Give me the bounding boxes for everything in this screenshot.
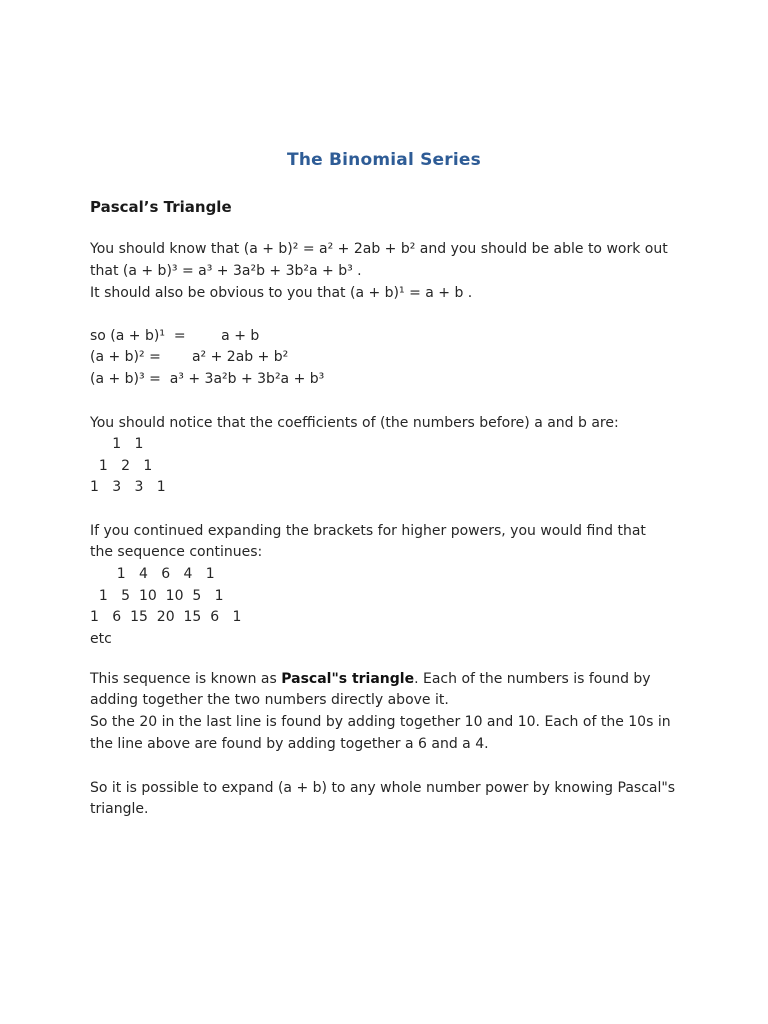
continuation-line-2: the sequence continues:: [90, 544, 263, 560]
triangle-row-2: 1 2 1: [90, 458, 153, 474]
continuation-line-1: If you continued expanding the brackets for higher powers, you would find that: [90, 523, 646, 539]
explanation-line-1-end: . Each of the numbers is found by: [414, 671, 651, 687]
expansion-line-1: so (a + b)¹ = a + b: [90, 328, 260, 344]
explanation-line-1: [90, 669, 651, 689]
triangle-row-5: 1 5 10 10 5 1: [90, 588, 224, 604]
triangle-row-6: 1 6 15 20 15 6 1: [90, 609, 242, 625]
intro-line-1: You should know that (a + b)² = a² + 2ab + b² and you should be able to work out: [90, 241, 668, 257]
explanation-line-3: So the 20 in the last line is found by adding together 10 and 10. Each of the 10s in: [90, 714, 671, 730]
coefficients-intro: You should notice that the coefficients of (the numbers before) a and b are:: [90, 415, 619, 431]
expansion-line-2: (a + b)² = a² + 2ab + b²: [90, 349, 289, 365]
explanation-line-2: adding together the two numbers directly above it.: [90, 692, 449, 708]
explanation-line-1-start: This sequence is known as: [90, 671, 282, 687]
conclusion-line-1: So it is possible to expand (a + b) to any whole number power by knowing Pascal"s: [90, 780, 676, 796]
etc-text: etc: [90, 631, 112, 647]
pascals-triangle-bold: Pascal"s triangle: [281, 671, 415, 687]
triangle-row-4: 1 4 6 4 1: [90, 566, 215, 582]
triangle-row-3: 1 3 3 1: [90, 479, 166, 495]
conclusion-line-2: triangle.: [90, 801, 149, 817]
expansion-line-3: (a + b)³ = a³ + 3a²b + 3b²a + b³: [90, 371, 325, 387]
explanation-line-4: the line above are found by adding together a 6 and a 4.: [90, 736, 489, 752]
intro-line-3: It should also be obvious to you that (a + b)¹ = a + b .: [90, 285, 473, 301]
section-heading: Pascal’s Triangle: [90, 198, 232, 216]
intro-line-2: that (a + b)³ = a³ + 3a²b + 3b²a + b³ .: [90, 263, 362, 279]
triangle-row-1: 1 1: [90, 436, 144, 452]
document-title: The Binomial Series: [287, 150, 481, 170]
